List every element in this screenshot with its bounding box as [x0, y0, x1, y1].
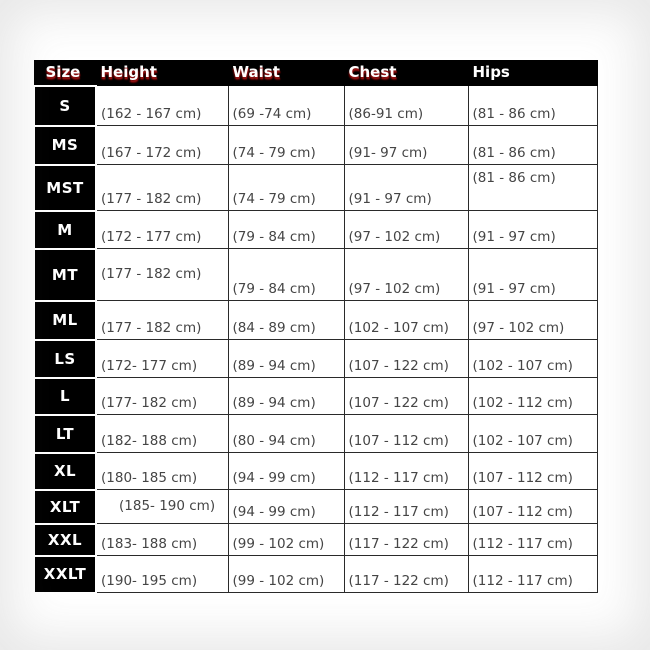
header-chest [344, 61, 468, 86]
hips-value: (107 - 112 cm) [468, 490, 597, 524]
hips-value: (91 - 97 cm) [468, 211, 597, 249]
table-row-xxl [34, 524, 597, 556]
table-row-ls [34, 340, 597, 378]
header-hips [468, 61, 597, 86]
chest-value: (91 - 97 cm) [344, 165, 468, 211]
chest-value: (112 - 117 cm) [344, 490, 468, 524]
hips-value: (112 - 117 cm) [468, 524, 597, 556]
waist-value: (89 - 94 cm) [228, 340, 344, 378]
size-label: LT [34, 415, 96, 453]
height-value: (180- 185 cm) [96, 453, 228, 490]
chest-value: (97 - 102 cm) [344, 211, 468, 249]
size-label: MS [34, 126, 96, 165]
table-row-ms [34, 126, 597, 165]
chest-value: (91- 97 cm) [344, 126, 468, 165]
hips-value: (102 - 107 cm) [468, 340, 597, 378]
height-value: (182- 188 cm) [96, 415, 228, 453]
height-value: (177 - 182 cm) [96, 249, 228, 301]
table-row-l [34, 378, 597, 415]
chest-value: (86-91 cm) [344, 86, 468, 126]
height-value: (177 - 182 cm) [96, 165, 228, 211]
height-value: (183- 188 cm) [96, 524, 228, 556]
table-row-xl [34, 453, 597, 490]
chest-value: (112 - 117 cm) [344, 453, 468, 490]
header-hips-label: Hips [472, 63, 510, 81]
header-chest-label: Chest [348, 63, 397, 81]
waist-value: (94 - 99 cm) [228, 490, 344, 524]
size-label: XXL [34, 524, 96, 556]
height-value: (172 - 177 cm) [96, 211, 228, 249]
height-value: (172- 177 cm) [96, 340, 228, 378]
chest-value: (102 - 107 cm) [344, 301, 468, 340]
table-row-m [34, 211, 597, 249]
chest-value: (117 - 122 cm) [344, 556, 468, 593]
table-row-xxlt [34, 556, 597, 593]
waist-value: (79 - 84 cm) [228, 211, 344, 249]
height-value: (185- 190 cm) [96, 490, 228, 524]
table-row-lt [34, 415, 597, 453]
hips-value: (81 - 86 cm) [468, 165, 597, 211]
hips-value: (91 - 97 cm) [468, 249, 597, 301]
waist-value: (89 - 94 cm) [228, 378, 344, 415]
size-label: S [34, 86, 96, 126]
table-row-mst [34, 165, 597, 211]
chest-value: (97 - 102 cm) [344, 249, 468, 301]
size-label: MT [34, 249, 96, 301]
waist-value: (74 - 79 cm) [228, 126, 344, 165]
size-label: L [34, 378, 96, 415]
waist-value: (80 - 94 cm) [228, 415, 344, 453]
hips-value: (107 - 112 cm) [468, 453, 597, 490]
header-height-label: Height [100, 63, 157, 81]
size-label: MST [34, 165, 96, 211]
table-row-ml [34, 301, 597, 340]
header-size [34, 61, 96, 86]
height-value: (162 - 167 cm) [96, 86, 228, 126]
hips-value: (81 - 86 cm) [468, 86, 597, 126]
chest-value: (107 - 122 cm) [344, 378, 468, 415]
header-row [34, 61, 597, 86]
size-label: XXLT [34, 556, 96, 593]
hips-value: (112 - 117 cm) [468, 556, 597, 593]
height-value: (167 - 172 cm) [96, 126, 228, 165]
header-waist [228, 61, 344, 86]
waist-value: (69 -74 cm) [228, 86, 344, 126]
waist-value: (74 - 79 cm) [228, 165, 344, 211]
height-value: (190- 195 cm) [96, 556, 228, 593]
chest-value: (117 - 122 cm) [344, 524, 468, 556]
hips-value: (97 - 102 cm) [468, 301, 597, 340]
table-row-xlt [34, 490, 597, 524]
size-label: XL [34, 453, 96, 490]
waist-value: (99 - 102 cm) [228, 556, 344, 593]
header-size-label: Size [45, 62, 81, 81]
hips-value: (102 - 112 cm) [468, 378, 597, 415]
waist-value: (94 - 99 cm) [228, 453, 344, 490]
chest-value: (107 - 122 cm) [344, 340, 468, 378]
size-chart-table [33, 60, 598, 594]
chest-value: (107 - 112 cm) [344, 415, 468, 453]
waist-value: (84 - 89 cm) [228, 301, 344, 340]
size-label: M [34, 211, 96, 249]
size-label: ML [34, 301, 96, 340]
waist-value: (99 - 102 cm) [228, 524, 344, 556]
size-label: XLT [34, 490, 96, 524]
header-height [96, 61, 228, 86]
height-value: (177 - 182 cm) [96, 301, 228, 340]
height-value: (177- 182 cm) [96, 378, 228, 415]
header-waist-label: Waist [232, 63, 280, 81]
table-row-mt [34, 249, 597, 301]
size-label: LS [34, 340, 96, 378]
table-row-s [34, 86, 597, 126]
hips-value: (81 - 86 cm) [468, 126, 597, 165]
hips-value: (102 - 107 cm) [468, 415, 597, 453]
waist-value: (79 - 84 cm) [228, 249, 344, 301]
